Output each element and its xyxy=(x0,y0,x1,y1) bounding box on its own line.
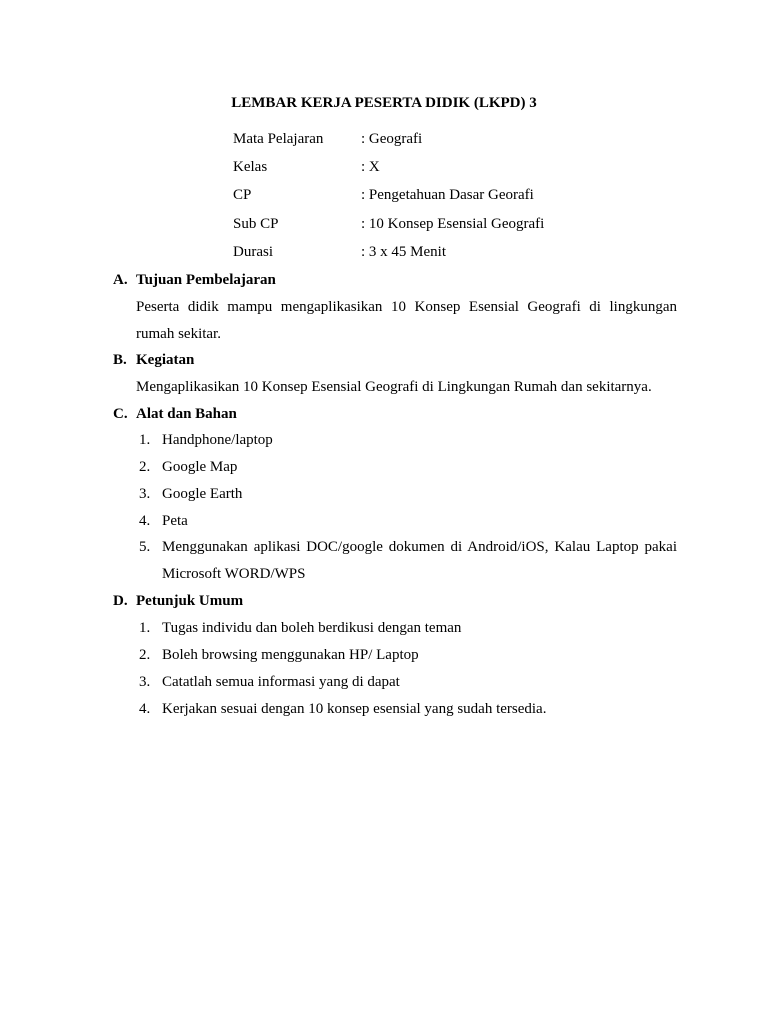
info-value: : Pengetahuan Dasar Georafi xyxy=(361,187,534,204)
list-item xyxy=(139,481,677,508)
list-number: 1. xyxy=(139,432,151,448)
section-title: Tujuan Pembelajaran xyxy=(136,272,276,288)
paragraph-line: rumah sekitar. xyxy=(136,325,221,342)
list-item xyxy=(139,454,677,481)
list-text: Google Earth xyxy=(162,486,243,502)
list-item xyxy=(139,427,677,454)
list-number: 4. xyxy=(139,701,151,717)
document-title: LEMBAR KERJA PESERTA DIDIK (LKPD) 3 xyxy=(231,95,537,111)
info-value: : X xyxy=(361,159,380,176)
list-item xyxy=(139,669,677,696)
section-c-heading xyxy=(113,404,237,424)
info-label: Durasi xyxy=(233,243,273,260)
list-text: Tugas individu dan boleh berdikusi dengan teman xyxy=(162,620,462,636)
info-label: Kelas xyxy=(233,159,268,176)
info-value: : 3 x 45 Menit xyxy=(361,243,446,260)
list-text: Boleh browsing menggunakan HP/ Laptop xyxy=(162,647,419,663)
list-number: 2. xyxy=(139,459,151,475)
list-number: 5. xyxy=(139,539,151,555)
section-letter: B. xyxy=(113,352,127,368)
section-letter: D. xyxy=(113,593,128,609)
section-title: Kegiatan xyxy=(136,352,195,368)
list-text: Peta xyxy=(162,513,188,529)
section-b-paragraph: Mengaplikasikan 10 Konsep Esensial Geografi di Lingkungan Rumah dan sekitarnya. xyxy=(136,379,652,395)
section-letter: C. xyxy=(113,406,128,422)
list-number: 3. xyxy=(139,486,151,502)
list-text: Catatlah semua informasi yang di dapat xyxy=(162,674,400,690)
info-value: : 10 Konsep Esensial Geografi xyxy=(361,215,545,232)
list-text: Menggunakan aplikasi DOC/google dokumen di Android/iOS, Kalau Laptop pakai xyxy=(162,539,677,555)
list-item xyxy=(139,615,677,642)
list-number: 4. xyxy=(139,513,151,529)
section-d-heading xyxy=(113,591,243,611)
info-label: CP xyxy=(233,187,252,204)
list-item xyxy=(139,642,677,669)
list-number: 1. xyxy=(139,620,151,636)
list-number: 3. xyxy=(139,674,151,690)
paragraph-line: Peserta didik mampu mengaplikasikan 10 Konsep Esensial Geografi di lingkungan xyxy=(136,299,677,315)
info-value: : Geografi xyxy=(361,131,423,147)
section-letter: A. xyxy=(113,272,128,288)
list-item xyxy=(139,508,677,535)
list-text: Handphone/laptop xyxy=(162,432,273,448)
list-text: Kerjakan sesuai dengan 10 konsep esensial yang sudah tersedia. xyxy=(162,701,547,717)
section-title: Alat dan Bahan xyxy=(136,406,237,422)
list-item xyxy=(139,534,677,588)
list-text: Microsoft WORD/WPS xyxy=(162,566,306,582)
info-label: Sub CP xyxy=(233,215,279,232)
list-item xyxy=(139,696,677,723)
section-a-heading xyxy=(113,270,276,290)
list-number: 2. xyxy=(139,647,151,663)
section-title: Petunjuk Umum xyxy=(136,593,244,609)
list-text: Google Map xyxy=(162,459,238,475)
section-a-paragraph xyxy=(136,294,677,347)
info-label: Mata Pelajaran xyxy=(233,131,324,147)
section-b-heading xyxy=(113,350,194,370)
